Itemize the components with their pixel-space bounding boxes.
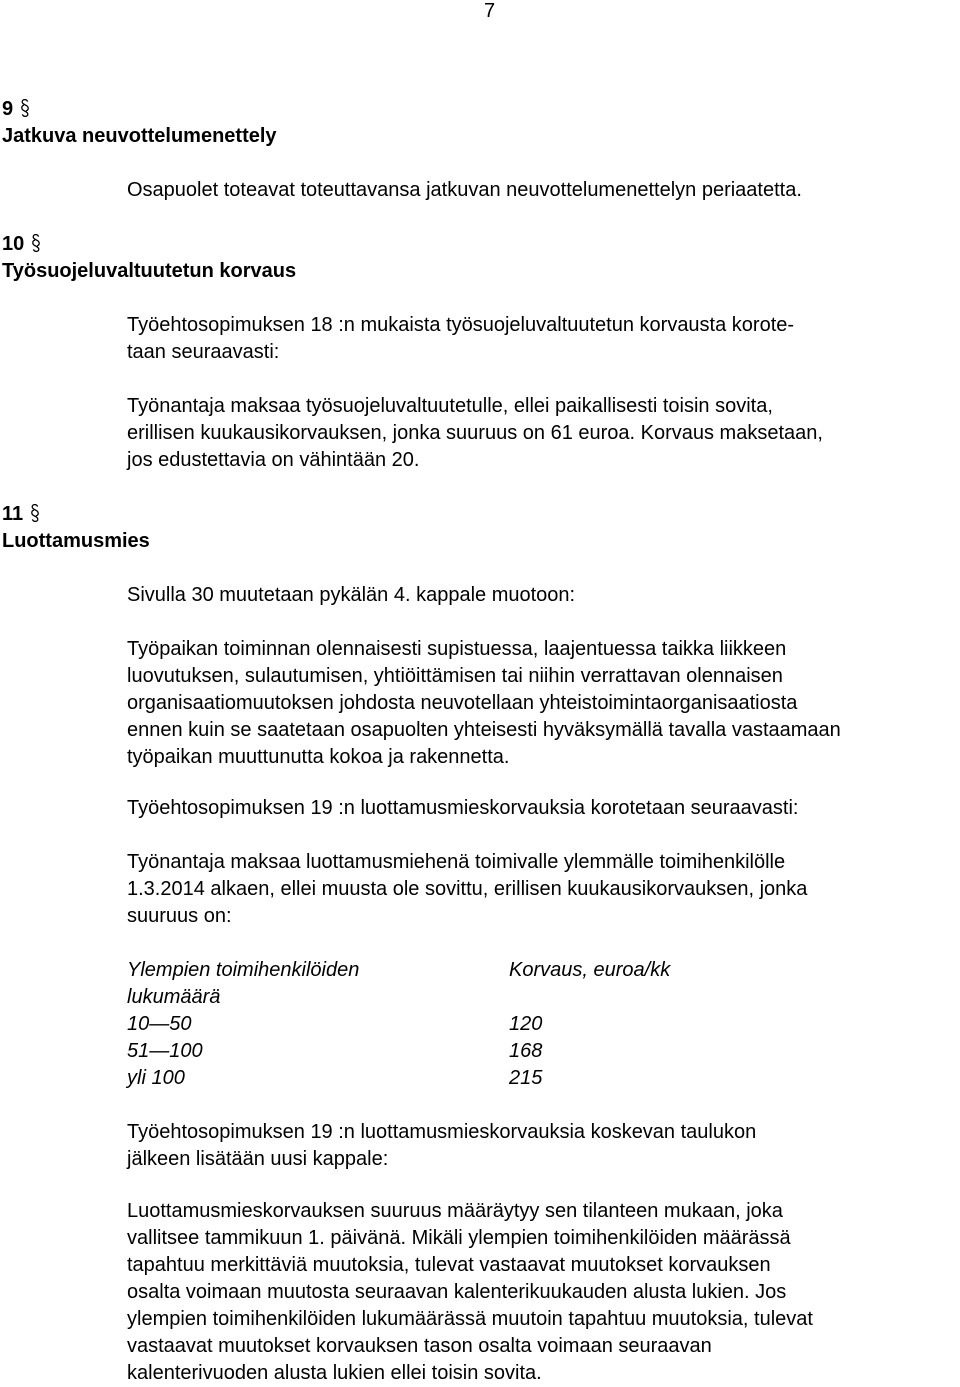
text-line: Työpaikan toiminnan olennaisesti supistuessa, laajentuessa taikka liikkeen [127,638,787,660]
section-9-title: Jatkuva neuvottelumenettely [2,125,277,147]
section-sign-icon [31,504,39,522]
section-9-text: Osapuolet toteavat toteuttavansa jatkuvan neuvottelumenettelyn periaatetta. [127,179,802,201]
section-number: 10 [2,233,25,255]
table-row-range: 51—100 [127,1040,203,1062]
section-11-title: Luottamusmies [2,530,150,552]
section-11-paragraph-6 [127,1198,813,1387]
section-11-paragraph-3: Työehtosopimuksen 19 :n luottamusmieskorvauksia korotetaan seuraavasti: [127,797,799,819]
section-10-title: Työsuojeluvaltuutetun korvaus [2,260,297,282]
text-line: 1.3.2014 alkaen, ellei muusta ole sovittu, erillisen kuukausikorvauksen, jonka [127,878,808,900]
section-10-number [2,231,40,258]
text-line: Luottamusmieskorvauksen suuruus määräytyy sen tilanteen mukaan, joka [127,1200,783,1222]
section-10-body [127,393,823,474]
text-line: tapahtuu merkittäviä muutoksia, tulevat vastaavat muutokset korvauksen [127,1254,771,1276]
table-header-count: Ylempien toimihenkilöiden [127,959,360,981]
text-line: ylempien toimihenkilöiden lukumäärässä muutoin tapahtuu muutoksia, tulevat [127,1308,813,1330]
table-row-amount: 168 [509,1040,543,1062]
text-line: taan seuraavasti: [127,341,280,363]
section-sign-icon [32,234,40,252]
page-number: 7 [484,0,496,22]
section-11-paragraph-1: Sivulla 30 muutetaan pykälän 4. kappale muotoon: [127,584,576,606]
text-line: osalta voimaan muutosta seuraavan kalenterikuukauden alusta lukien. Jos [127,1281,787,1303]
text-line: erillisen kuukausikorvauksen, jonka suuruus on 61 euroa. Korvaus maksetaan, [127,422,823,444]
text-line: jälkeen lisätään uusi kappale: [127,1148,389,1170]
table-row-range: yli 100 [127,1067,185,1089]
section-number: 9 [2,98,14,120]
section-10-intro [127,312,794,366]
text-line: vastaavat muutokset korvauksen tason osalta voimaan seuraavan [127,1335,712,1357]
section-11-paragraph-2 [127,636,841,771]
table-row-range: 10—50 [127,1013,192,1035]
table-header-amount: Korvaus, euroa/kk [509,959,671,981]
text-line: Työehtosopimuksen 19 :n luottamusmieskorvauksia koskevan taulukon [127,1121,757,1143]
table-row-amount: 215 [509,1067,543,1089]
section-11-paragraph-5 [127,1119,756,1173]
section-number: 11 [2,503,24,525]
text-line: jos edustettavia on vähintään 20. [127,449,420,471]
text-line: Työnantaja maksaa työsuojeluvaltuutetulle, ellei paikallisesti toisin sovita, [127,395,773,417]
section-9-number [2,96,29,123]
text-line [127,312,794,339]
text-line: luovutuksen, sulautumisen, yhtiöittämisen tai niihin verrattavan olennaisen [127,665,783,687]
text-line: työpaikan muuttunutta kokoa ja rakennetta. [127,746,510,768]
section-11-number [2,501,39,528]
section-11-paragraph-4 [127,849,807,930]
text-line-content: Työehtosopimuksen 18 :n mukaista työsuojeluvaltuutetun korvausta korote- [127,314,795,336]
text-line: suuruus on: [127,905,232,927]
text-line: vallitsee tammikuun 1. päivänä. Mikäli ylempien toimihenkilöiden määrässä [127,1227,791,1249]
table-header-count-cont: lukumäärä [127,986,221,1008]
text-line: Työnantaja maksaa luottamusmiehenä toimivalle ylemmälle toimihenkilölle [127,851,786,873]
text-line: ennen kuin se saatetaan osapuolten yhteisesti hyväksymällä tavalla vastaamaan [127,719,841,741]
section-sign-icon [21,99,29,117]
table-row-amount: 120 [509,1013,543,1035]
text-line: organisaatiomuutoksen johdosta neuvotellaan yhteistoimintaorganisaatiosta [127,692,798,714]
text-line: kalenterivuoden alusta lukien ellei toisin sovita. [127,1362,542,1384]
